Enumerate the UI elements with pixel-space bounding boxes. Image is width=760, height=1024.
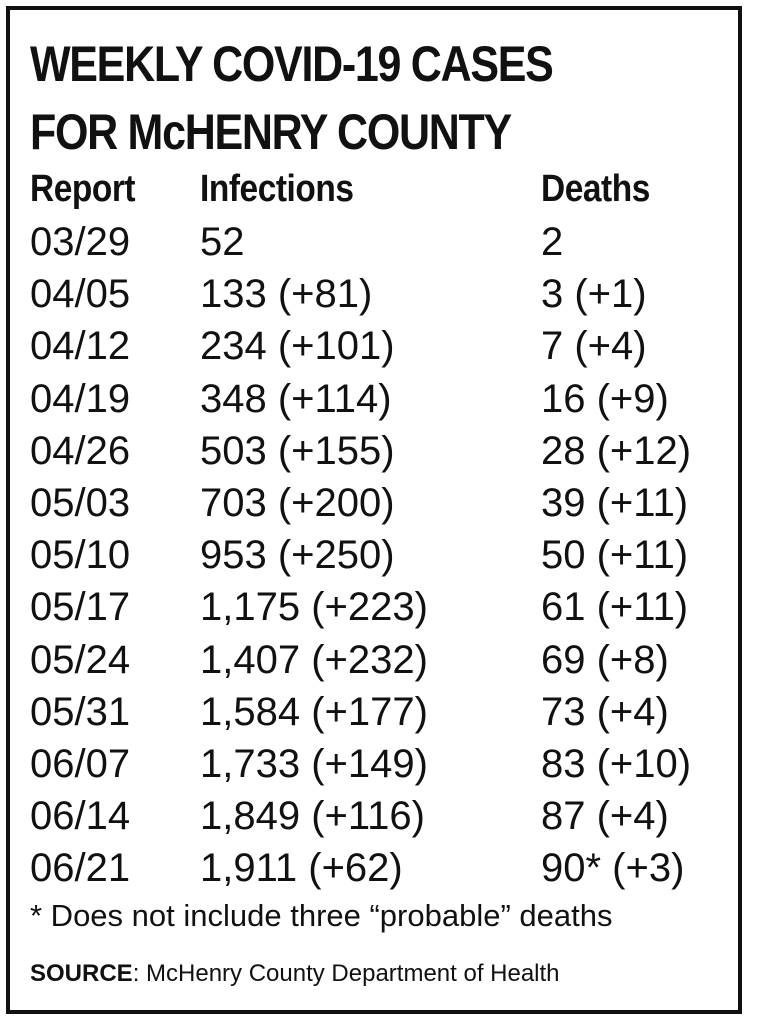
- deaths-cell: 69 (+8): [541, 637, 669, 682]
- report-cell: 04/26: [30, 428, 131, 473]
- source-line: [30, 956, 560, 992]
- source-label: SOURCE: [30, 960, 133, 987]
- report-cell: 05/31: [30, 689, 131, 734]
- report-cell: 05/17: [30, 585, 131, 630]
- footnote: * Does not include three “probable” deaths: [30, 898, 613, 933]
- infections-cell: 1,175 (+223): [200, 585, 428, 630]
- column-header-report: Report: [30, 168, 136, 210]
- infections-cell: 1,584 (+177): [200, 689, 428, 734]
- report-cell: 06/21: [30, 846, 131, 891]
- report-cell: 05/10: [30, 533, 131, 578]
- infections-cell: 1,911 (+62): [200, 846, 403, 891]
- report-cell: 05/24: [30, 637, 131, 682]
- infections-cell: 1,407 (+232): [200, 637, 428, 682]
- infections-cell: 234 (+101): [200, 324, 395, 369]
- infections-cell: 503 (+155): [200, 428, 395, 473]
- infections-cell: 953 (+250): [200, 533, 395, 578]
- report-cell: 03/29: [30, 220, 131, 264]
- report-cell: 04/19: [30, 376, 131, 421]
- deaths-cell: 83 (+10): [541, 742, 692, 786]
- deaths-cell: 2: [541, 220, 564, 264]
- report-cell: 05/03: [30, 481, 131, 525]
- source-text: : McHenry County Department of Health: [132, 960, 560, 987]
- chart-title-line-1: WEEKLY COVID-19 CASES: [30, 36, 553, 92]
- deaths-cell: 90* (+3): [541, 846, 685, 891]
- chart-title-line-2: FOR McHENRY COUNTY: [30, 104, 511, 160]
- deaths-cell: 73 (+4): [541, 689, 669, 734]
- column-header-infections: Infections: [200, 168, 354, 210]
- infections-cell: 1,849 (+116): [200, 794, 425, 839]
- infections-cell: 52: [200, 220, 245, 264]
- deaths-cell: 16 (+9): [541, 376, 669, 421]
- deaths-cell: 50 (+11): [541, 533, 689, 578]
- infections-cell: 348 (+114): [200, 376, 392, 421]
- deaths-cell: 3 (+1): [541, 272, 647, 317]
- infections-cell: 1,733 (+149): [200, 742, 428, 786]
- report-cell: 06/07: [30, 742, 131, 786]
- deaths-cell: 61 (+11): [541, 585, 689, 630]
- report-cell: 06/14: [30, 794, 131, 839]
- infections-cell: 703 (+200): [200, 481, 395, 525]
- deaths-cell: 39 (+11): [541, 481, 689, 525]
- report-cell: 04/12: [30, 324, 131, 369]
- report-cell: 04/05: [30, 272, 131, 317]
- deaths-cell: 87 (+4): [541, 794, 669, 839]
- deaths-cell: 28 (+12): [541, 428, 692, 473]
- deaths-cell: 7 (+4): [541, 324, 647, 369]
- column-header-deaths: Deaths: [541, 168, 650, 210]
- infections-cell: 133 (+81): [200, 272, 373, 317]
